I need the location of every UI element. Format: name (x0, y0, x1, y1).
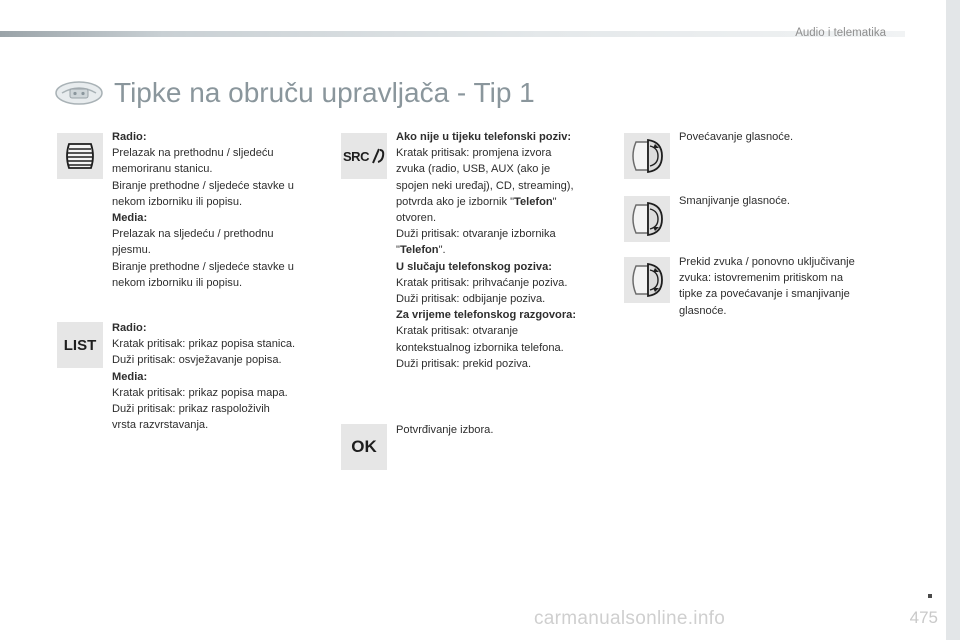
text-line: Kratak pritisak: prihvaćanje poziva. (396, 276, 568, 289)
text-line: Media: (112, 212, 148, 225)
text-line: Povećavanje glasnoće. (679, 131, 794, 143)
mute-button (624, 257, 670, 303)
text-line: nekom izborniku ili popisu. (112, 195, 243, 208)
text-line: Duži pritisak: osvježavanje popisa. (112, 354, 282, 367)
volume-down-description (679, 193, 790, 209)
text-line: Kratak pritisak: otvaranje (396, 325, 519, 338)
src-button-label: SRC (343, 148, 369, 164)
emphasis-text: Telefon (514, 195, 553, 208)
page-number: 475 (909, 608, 938, 627)
section-name: Audio i telematika (795, 27, 886, 39)
list-description (112, 320, 295, 433)
watermark: carmanualsonline.info (534, 608, 726, 629)
text-line: Prekid zvuka / ponovno uključivanje (679, 256, 855, 268)
text-line: otvoren. (396, 212, 437, 225)
text-line: U slučaju telefonskog poziva: (396, 260, 552, 273)
text-line (396, 242, 576, 258)
mute-description (679, 254, 855, 319)
text-line: Duži pritisak: odbijanje poziva. (396, 293, 546, 306)
text-line: kontekstualnog izbornika telefona. (396, 341, 564, 354)
ok-description (396, 422, 493, 438)
text-line: Radio: (112, 322, 147, 334)
text-line: Smanjivanje glasnoće. (679, 195, 791, 207)
header-rule (0, 31, 905, 37)
emphasis-text: Telefon (399, 244, 439, 257)
page-edge-strip (946, 0, 960, 640)
text-line: Biranje prethodne / sljedeće stavke u (112, 179, 294, 192)
volume-down-button (624, 196, 670, 242)
text-fragment: " (396, 244, 400, 257)
text-line: zvuka (radio, USB, AUX (ako je (396, 163, 551, 176)
thumbwheel-icon (63, 140, 97, 172)
text-line: zvuka: istovremenim pritiskom na (679, 272, 843, 285)
list-button-label: LIST (63, 336, 97, 354)
src-button (341, 133, 387, 179)
text-line: Kratak pritisak: promjena izvora (396, 147, 552, 160)
text-line: Prelazak na sljedeću / prethodnu (112, 228, 274, 241)
text-line: Duži pritisak: prekid poziva. (396, 357, 532, 370)
ok-button-label: OK (351, 437, 377, 456)
volume-rocker-both-icon (628, 260, 666, 300)
text-line: vrsta razvrstavanja. (112, 419, 209, 432)
page-marker (928, 594, 932, 598)
phone-slash-icon (371, 148, 385, 164)
text-fragment: ". (438, 244, 446, 257)
text-fragment: " (552, 195, 557, 208)
text-line: Potvrđivanje izbora. (396, 424, 494, 436)
text-line: Kratak pritisak: prikaz popisa stanica. (112, 338, 296, 351)
text-fragment: potvrda ako je izbornik " (396, 195, 515, 208)
text-line: Kratak pritisak: prikaz popisa mapa. (112, 386, 288, 399)
text-line: tipke za povećavanje i smanjivanje (679, 288, 850, 301)
text-line: Radio: (112, 131, 147, 143)
text-line: spojen neki uređaj), CD, streaming), (396, 179, 574, 192)
volume-up-description (679, 129, 793, 145)
volume-up-button (624, 133, 670, 179)
text-line: pjesmu. (112, 244, 151, 257)
text-line: Duži pritisak: otvaranje izbornika (396, 228, 556, 241)
text-line: Media: (112, 370, 148, 383)
text-line: nekom izborniku ili popisu. (112, 276, 243, 289)
steering-wheel-controls-icon (54, 80, 104, 111)
text-line: Ako nije u tijeku telefonski poziv: (396, 131, 572, 143)
ok-button (341, 424, 387, 470)
text-line (396, 194, 576, 210)
page-title: Tipke na obruču upravljača - Tip 1 (114, 77, 535, 108)
text-line: Prelazak na prethodnu / sljedeću (112, 147, 274, 160)
text-line: Za vrijeme telefonskog razgovora: (396, 309, 577, 322)
src-description (396, 129, 576, 372)
text-line: memoriranu stanicu. (112, 163, 213, 176)
text-line: Biranje prethodne / sljedeće stavke u (112, 260, 294, 273)
thumbwheel-description (112, 129, 294, 291)
text-line: glasnoće. (679, 304, 727, 317)
text-line: Duži pritisak: prikaz raspoloživih (112, 403, 270, 416)
volume-rocker-down-icon (628, 199, 666, 239)
list-button (57, 322, 103, 368)
thumbwheel-button (57, 133, 103, 179)
volume-rocker-up-icon (628, 136, 666, 176)
